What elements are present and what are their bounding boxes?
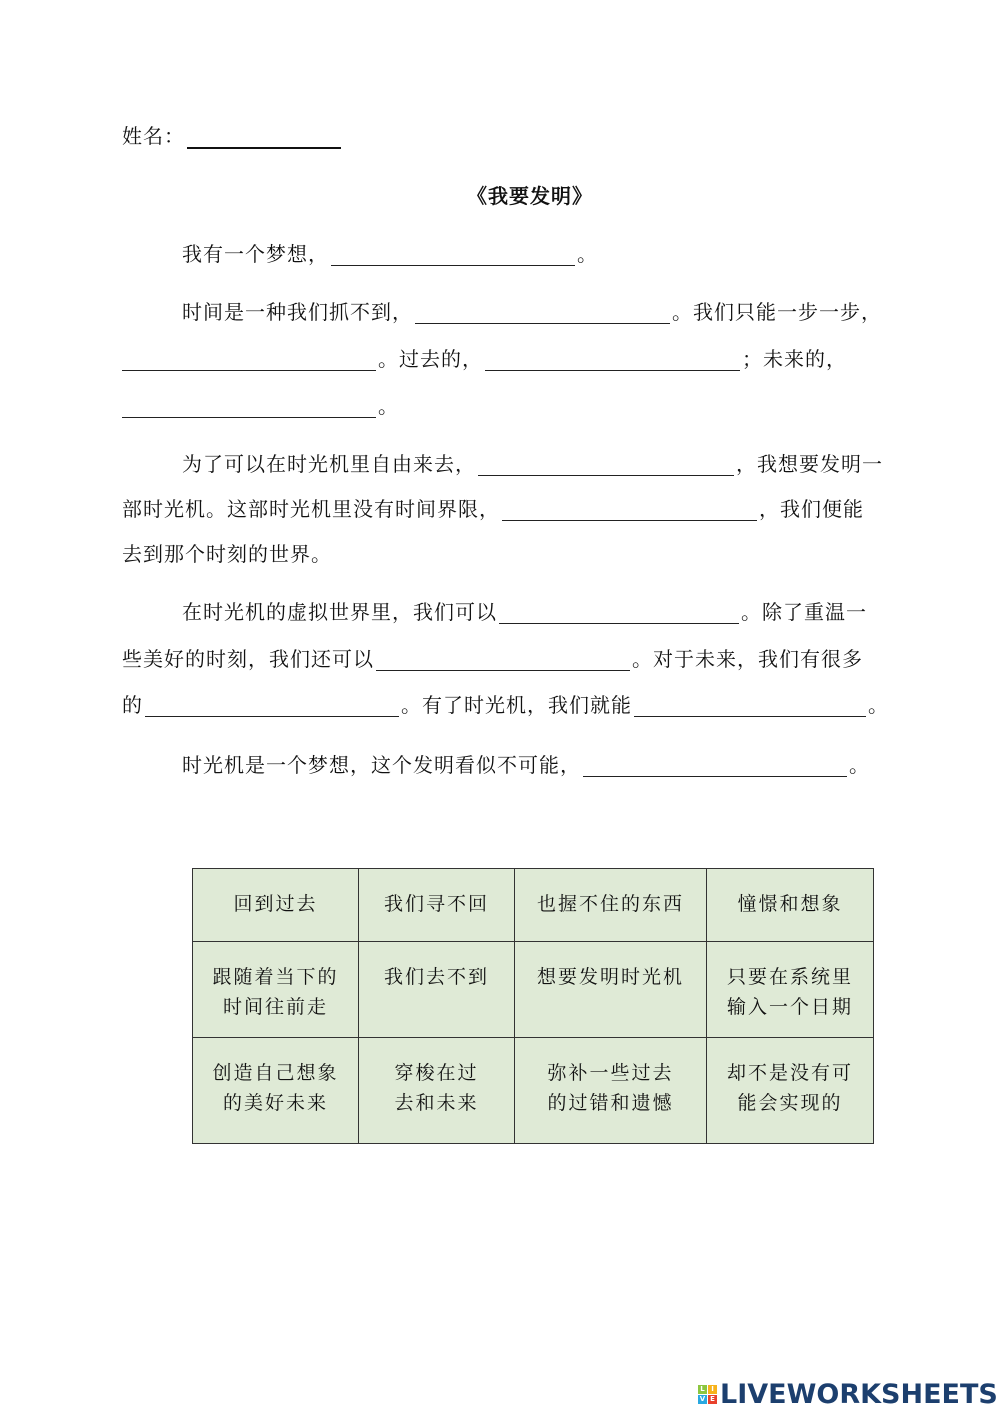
text: 。我们只能一步一步，: [672, 300, 882, 324]
word-bank-cell[interactable]: 创造自己想象 的美好未来: [193, 1038, 359, 1144]
name-row: [122, 122, 343, 150]
paragraph-2-line-1: [182, 298, 882, 326]
word-bank-cell[interactable]: 也握不住的东西: [515, 869, 707, 942]
word-bank-cell[interactable]: 我们去不到: [359, 942, 515, 1038]
word-bank-cell[interactable]: 我们寻不回: [359, 869, 515, 942]
word-bank-cell[interactable]: 却不是没有可 能会实现的: [707, 1038, 874, 1144]
blank-8[interactable]: [499, 601, 739, 624]
text: 。有了时光机，我们就能: [401, 693, 632, 717]
text: 。: [849, 753, 870, 777]
word-bank-cell[interactable]: 憧憬和想象: [707, 869, 874, 942]
paragraph-5: [182, 751, 870, 779]
text: 。: [577, 242, 598, 266]
word-bank-cell[interactable]: 想要发明时光机: [515, 942, 707, 1038]
paragraph-1: [182, 240, 598, 268]
live-badge-icon: [698, 1385, 717, 1404]
text: 为了可以在时光机里自由来去，: [182, 452, 476, 476]
word-bank-cell[interactable]: 只要在系统里 输入一个日期: [707, 942, 874, 1038]
blank-5[interactable]: [122, 395, 376, 418]
text: 些美好的时刻，我们还可以: [122, 647, 374, 671]
word-bank-table: [192, 868, 874, 1144]
paragraph-4-line-2: [122, 645, 863, 673]
blank-7[interactable]: [502, 498, 757, 521]
text: 。: [868, 693, 889, 717]
blank-1[interactable]: [331, 243, 575, 266]
page-title: 《我要发明》: [467, 184, 593, 208]
text: ，我想要发明一: [736, 452, 883, 476]
badge-letter: L: [698, 1385, 707, 1394]
word-bank-cell[interactable]: 弥补一些过去 的过错和遗憾: [515, 1038, 707, 1144]
paragraph-4-line-3: [122, 691, 889, 719]
text: 在时光机的虚拟世界里，我们可以: [182, 600, 497, 624]
liveworksheets-logo: [698, 1379, 998, 1410]
logo-text: LIVEWORKSHEETS: [720, 1379, 998, 1410]
blank-2[interactable]: [415, 301, 670, 324]
badge-letter: V: [699, 1395, 706, 1403]
paragraph-4-line-1: [182, 598, 867, 626]
paragraph-2-line-3: [122, 392, 399, 420]
paragraph-3-line-3: [122, 540, 332, 568]
blank-3[interactable]: [122, 348, 376, 371]
badge-letter: I: [708, 1385, 717, 1394]
text: ；未来的，: [742, 347, 847, 371]
name-input[interactable]: [187, 125, 341, 149]
word-bank-cell[interactable]: 回到过去: [193, 869, 359, 942]
text: 。除了重温一: [741, 600, 867, 624]
text: 。: [378, 394, 399, 418]
text: 时间是一种我们抓不到，: [182, 300, 413, 324]
blank-6[interactable]: [478, 453, 734, 476]
text: 去到那个时刻的世界。: [122, 542, 332, 566]
text: 。过去的，: [378, 347, 483, 371]
badge-letter: E: [708, 1395, 717, 1404]
paragraph-3-line-1: [182, 450, 883, 478]
blank-10[interactable]: [145, 694, 399, 717]
paragraph-3-line-2: [122, 495, 864, 523]
text: 时光机是一个梦想，这个发明看似不可能，: [182, 753, 581, 777]
paragraph-2-line-2: [122, 345, 847, 373]
text: 我有一个梦想，: [182, 242, 329, 266]
blank-9[interactable]: [376, 648, 630, 671]
word-bank-cell[interactable]: 跟随着当下的 时间往前走: [193, 942, 359, 1038]
blank-4[interactable]: [485, 348, 740, 371]
text: 部时光机。这部时光机里没有时间界限，: [122, 497, 500, 521]
text: 。对于未来，我们有很多: [632, 647, 863, 671]
text: 的: [122, 693, 143, 717]
word-bank-cell[interactable]: 穿梭在过 去和未来: [359, 1038, 515, 1144]
text: ，我们便能: [759, 497, 864, 521]
blank-11[interactable]: [634, 694, 866, 717]
name-label: 姓名：: [122, 124, 185, 148]
blank-12[interactable]: [583, 754, 847, 777]
